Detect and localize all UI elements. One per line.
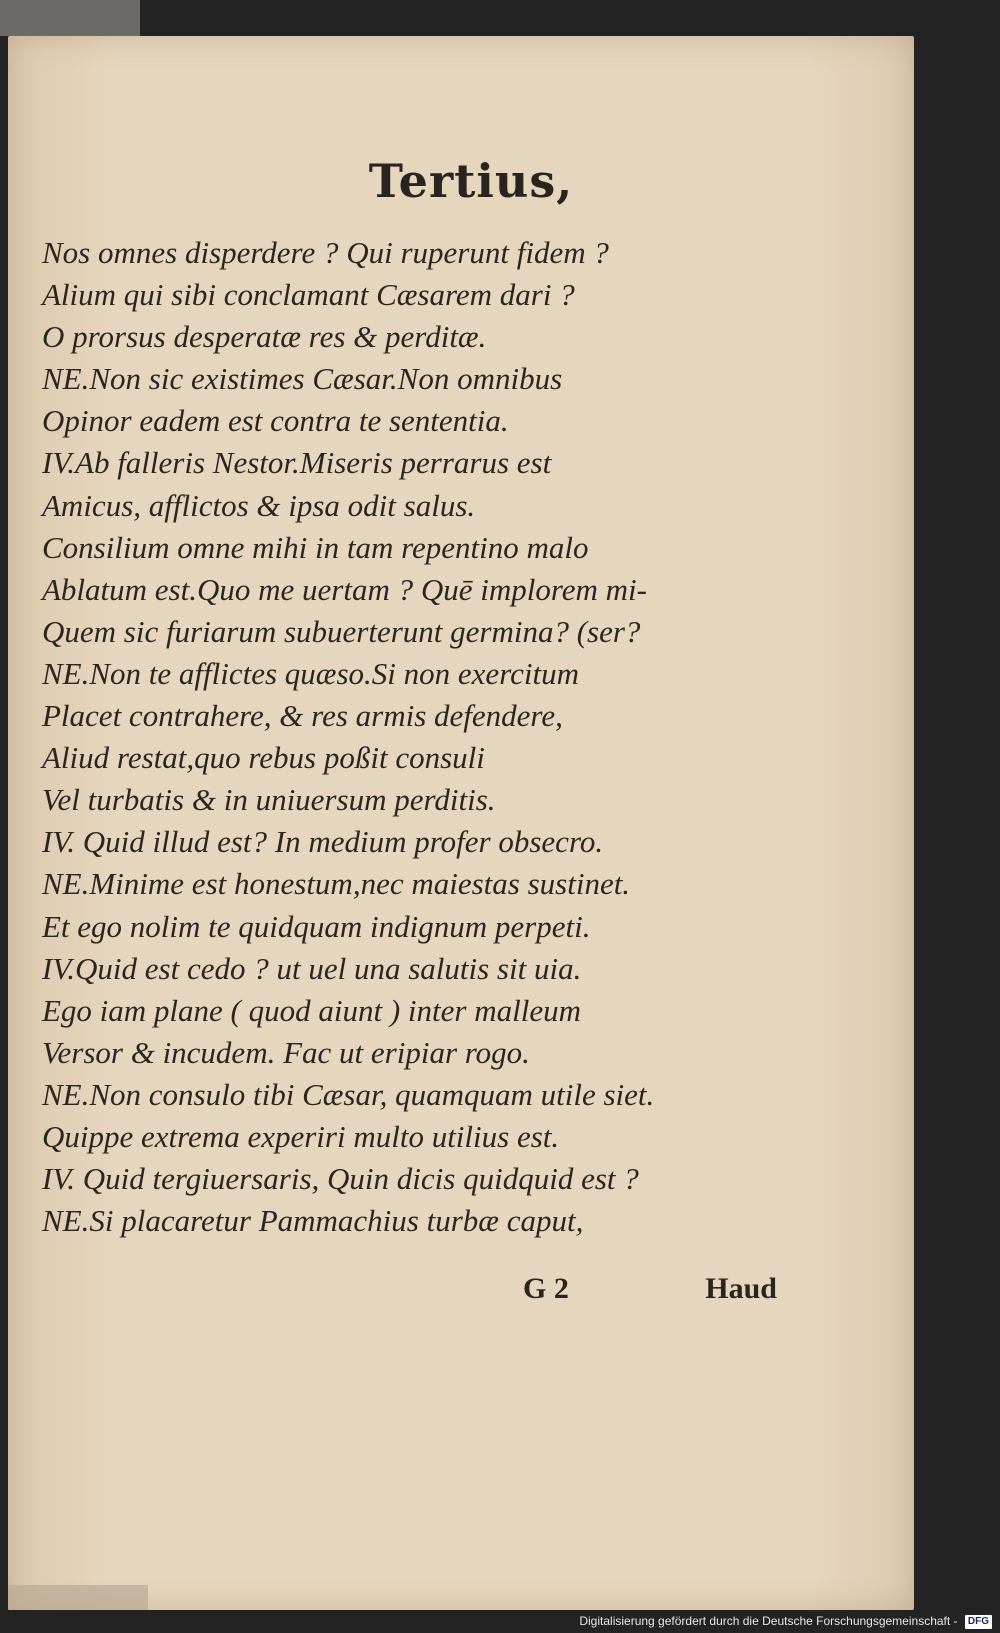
book-page [8,36,914,1610]
dfg-logo: DFG [965,1615,992,1629]
verse-line: Quem sic furiarum subuerterunt germina? (ser? [42,613,641,649]
verse-line: Ego iam plane ( quod aiunt ) inter malleum [42,992,581,1028]
verse-line: NE.Non te afflictes quæso.Si non exercitum [42,655,579,691]
verse-line: Placet contrahere, & res armis defendere, [42,698,563,734]
catchword: Haud [705,1272,777,1305]
digitization-credit [579,1611,992,1631]
verse-line: O prorsus desperatæ res & perditæ. [42,319,487,355]
verse-line: Et ego nolim te quidquam indignum perpeti. [42,908,591,944]
verse-line: Aliud restat,quo rebus poßit consuli [42,740,485,776]
verse-line: NE.Si placaretur Pammachius turbæ caput, [42,1203,584,1239]
verse-line: Nos omnes disperdere ? Qui ruperunt fidem ? [42,235,609,270]
verse-line: Quippe extrema experiri multo utilius est. [42,1118,560,1154]
verse-line: Vel turbatis & in uniuersum perditis. [42,782,496,818]
running-head: Tertius, [368,154,574,208]
scan-edge [0,0,140,36]
verse-text [42,232,802,1242]
verse-line: NE.Minime est honestum,nec maiestas sustinet. [42,866,631,902]
verse-line: NE.Non consulo tibi Cæsar, quamquam utile siet. [42,1076,655,1112]
verse-line: Opinor eadem est contra te sententia. [42,403,509,439]
verse-line: IV. Quid tergiuersaris, Quin dicis quidquid est ? [42,1161,639,1197]
verse-line: Consilium omne mihi in tam repentino malo [42,529,589,565]
verse-line: Alium qui sibi conclamant Cæsarem dari ? [42,277,575,313]
verse-line: IV.Quid est cedo ? ut uel una salutis sit uia. [42,950,582,986]
page-edge-shadow [8,1585,148,1610]
verse-line: NE.Non sic existimes Cæsar.Non omnibus [42,361,563,397]
verse-line: Amicus, afflictos & ipsa odit salus. [42,487,476,523]
verse-line: Versor & incudem. Fac ut eripiar rogo. [42,1034,530,1070]
page-footer [493,1272,783,1312]
credit-text: Digitalisierung gefördert durch die Deutsche Forschungsgemeinschaft - [579,1614,958,1628]
verse-line: IV. Quid illud est? In medium profer obsecro. [42,824,604,860]
signature-mark: G 2 [523,1272,569,1305]
verse-line: Ablatum est.Quo me uertam ? Quē implorem mi- [42,571,647,607]
verse-line: IV.Ab falleris Nestor.Miseris perrarus est [42,445,552,481]
